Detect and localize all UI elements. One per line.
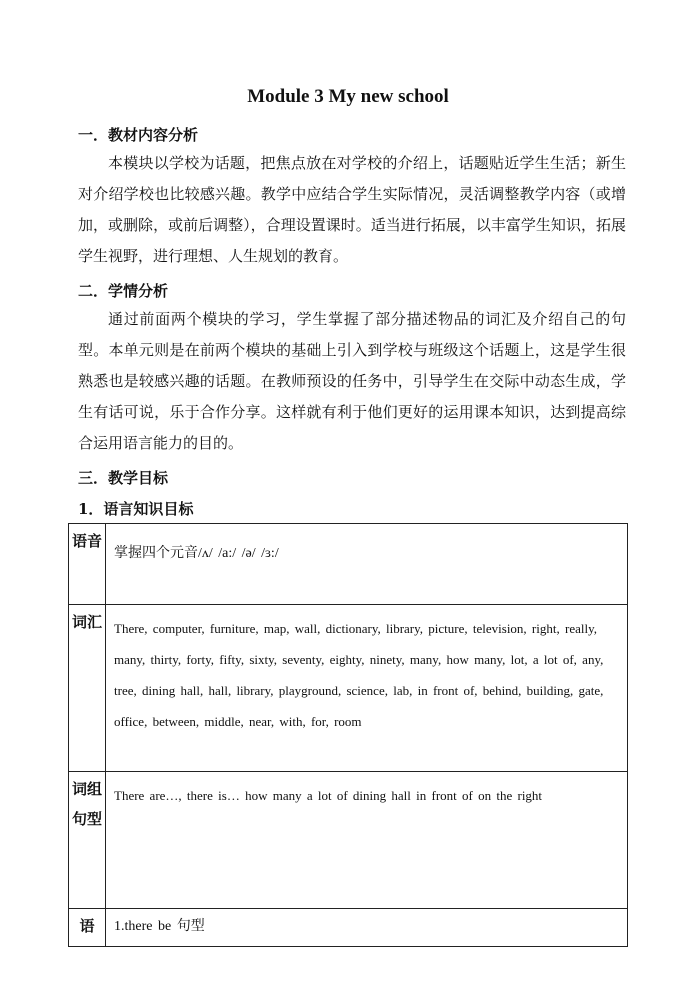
section-heading-language-knowledge: 1．语言知识目标	[78, 500, 194, 518]
row-label-vocabulary: 词汇	[69, 605, 106, 772]
section-heading-teaching-objectives: 三．教学目标	[78, 469, 169, 487]
row-content-grammar: 1.there be 句型	[106, 909, 628, 947]
objectives-table	[68, 523, 628, 947]
section-heading-textbook-analysis: 一．教材内容分析	[78, 126, 199, 144]
document-title: Module 3 My new school	[247, 86, 449, 107]
row-content-phrases: There are…, there is… how many a lot of dining hall in front of on the right	[106, 772, 628, 909]
table-row	[69, 605, 628, 772]
row-label-phonetics: 语音	[69, 524, 106, 605]
section-heading-student-analysis: 二．学情分析	[78, 282, 169, 300]
section-paragraph-student-analysis: 通过前面两个模块的学习，学生掌握了部分描述物品的词汇及介绍自己的句型。本单元则是在前两个模块的基础上引入到学校与班级这个话题上，这是学生很熟悉也是较感兴趣的话题。在教师预设的任务中，引导学生在交际中动态生成，学生有话可说，乐于合作分享。这样就有利于他们更好的运用课本知识，达到提高综合运用语言能力的目的。	[78, 310, 626, 452]
table-row	[69, 772, 628, 909]
table-row	[69, 909, 628, 947]
section-paragraph-textbook-analysis: 本模块以学校为话题，把焦点放在对学校的介绍上，话题贴近学生生活；新生对介绍学校也比较感兴趣。教学中应结合学生实际情况，灵活调整教学内容（或增加，或删除，或前后调整），合理设置课时。适当进行拓展，以丰富学生知识，拓展学生视野，进行理想、人生规划的教育。	[78, 154, 626, 265]
row-content-phonetics: 掌握四个元音/ʌ/ /a:/ /ə/ /ɜ:/	[106, 524, 628, 605]
row-label-grammar: 语	[69, 909, 106, 947]
row-content-vocabulary: There, computer, furniture, map, wall, dictionary, library, picture, television, right, really, many, thirty, forty, fifty, sixty, seventy, eighty, ninety, many, how many, lot, a lot of, any, tree, dining hall, hall, library, playground, science, lab, in front of, behind, building, gate, office, between, middle, near, with, for, room	[106, 605, 628, 772]
table-row	[69, 524, 628, 605]
row-label-phrases: 词组句型	[69, 772, 106, 909]
